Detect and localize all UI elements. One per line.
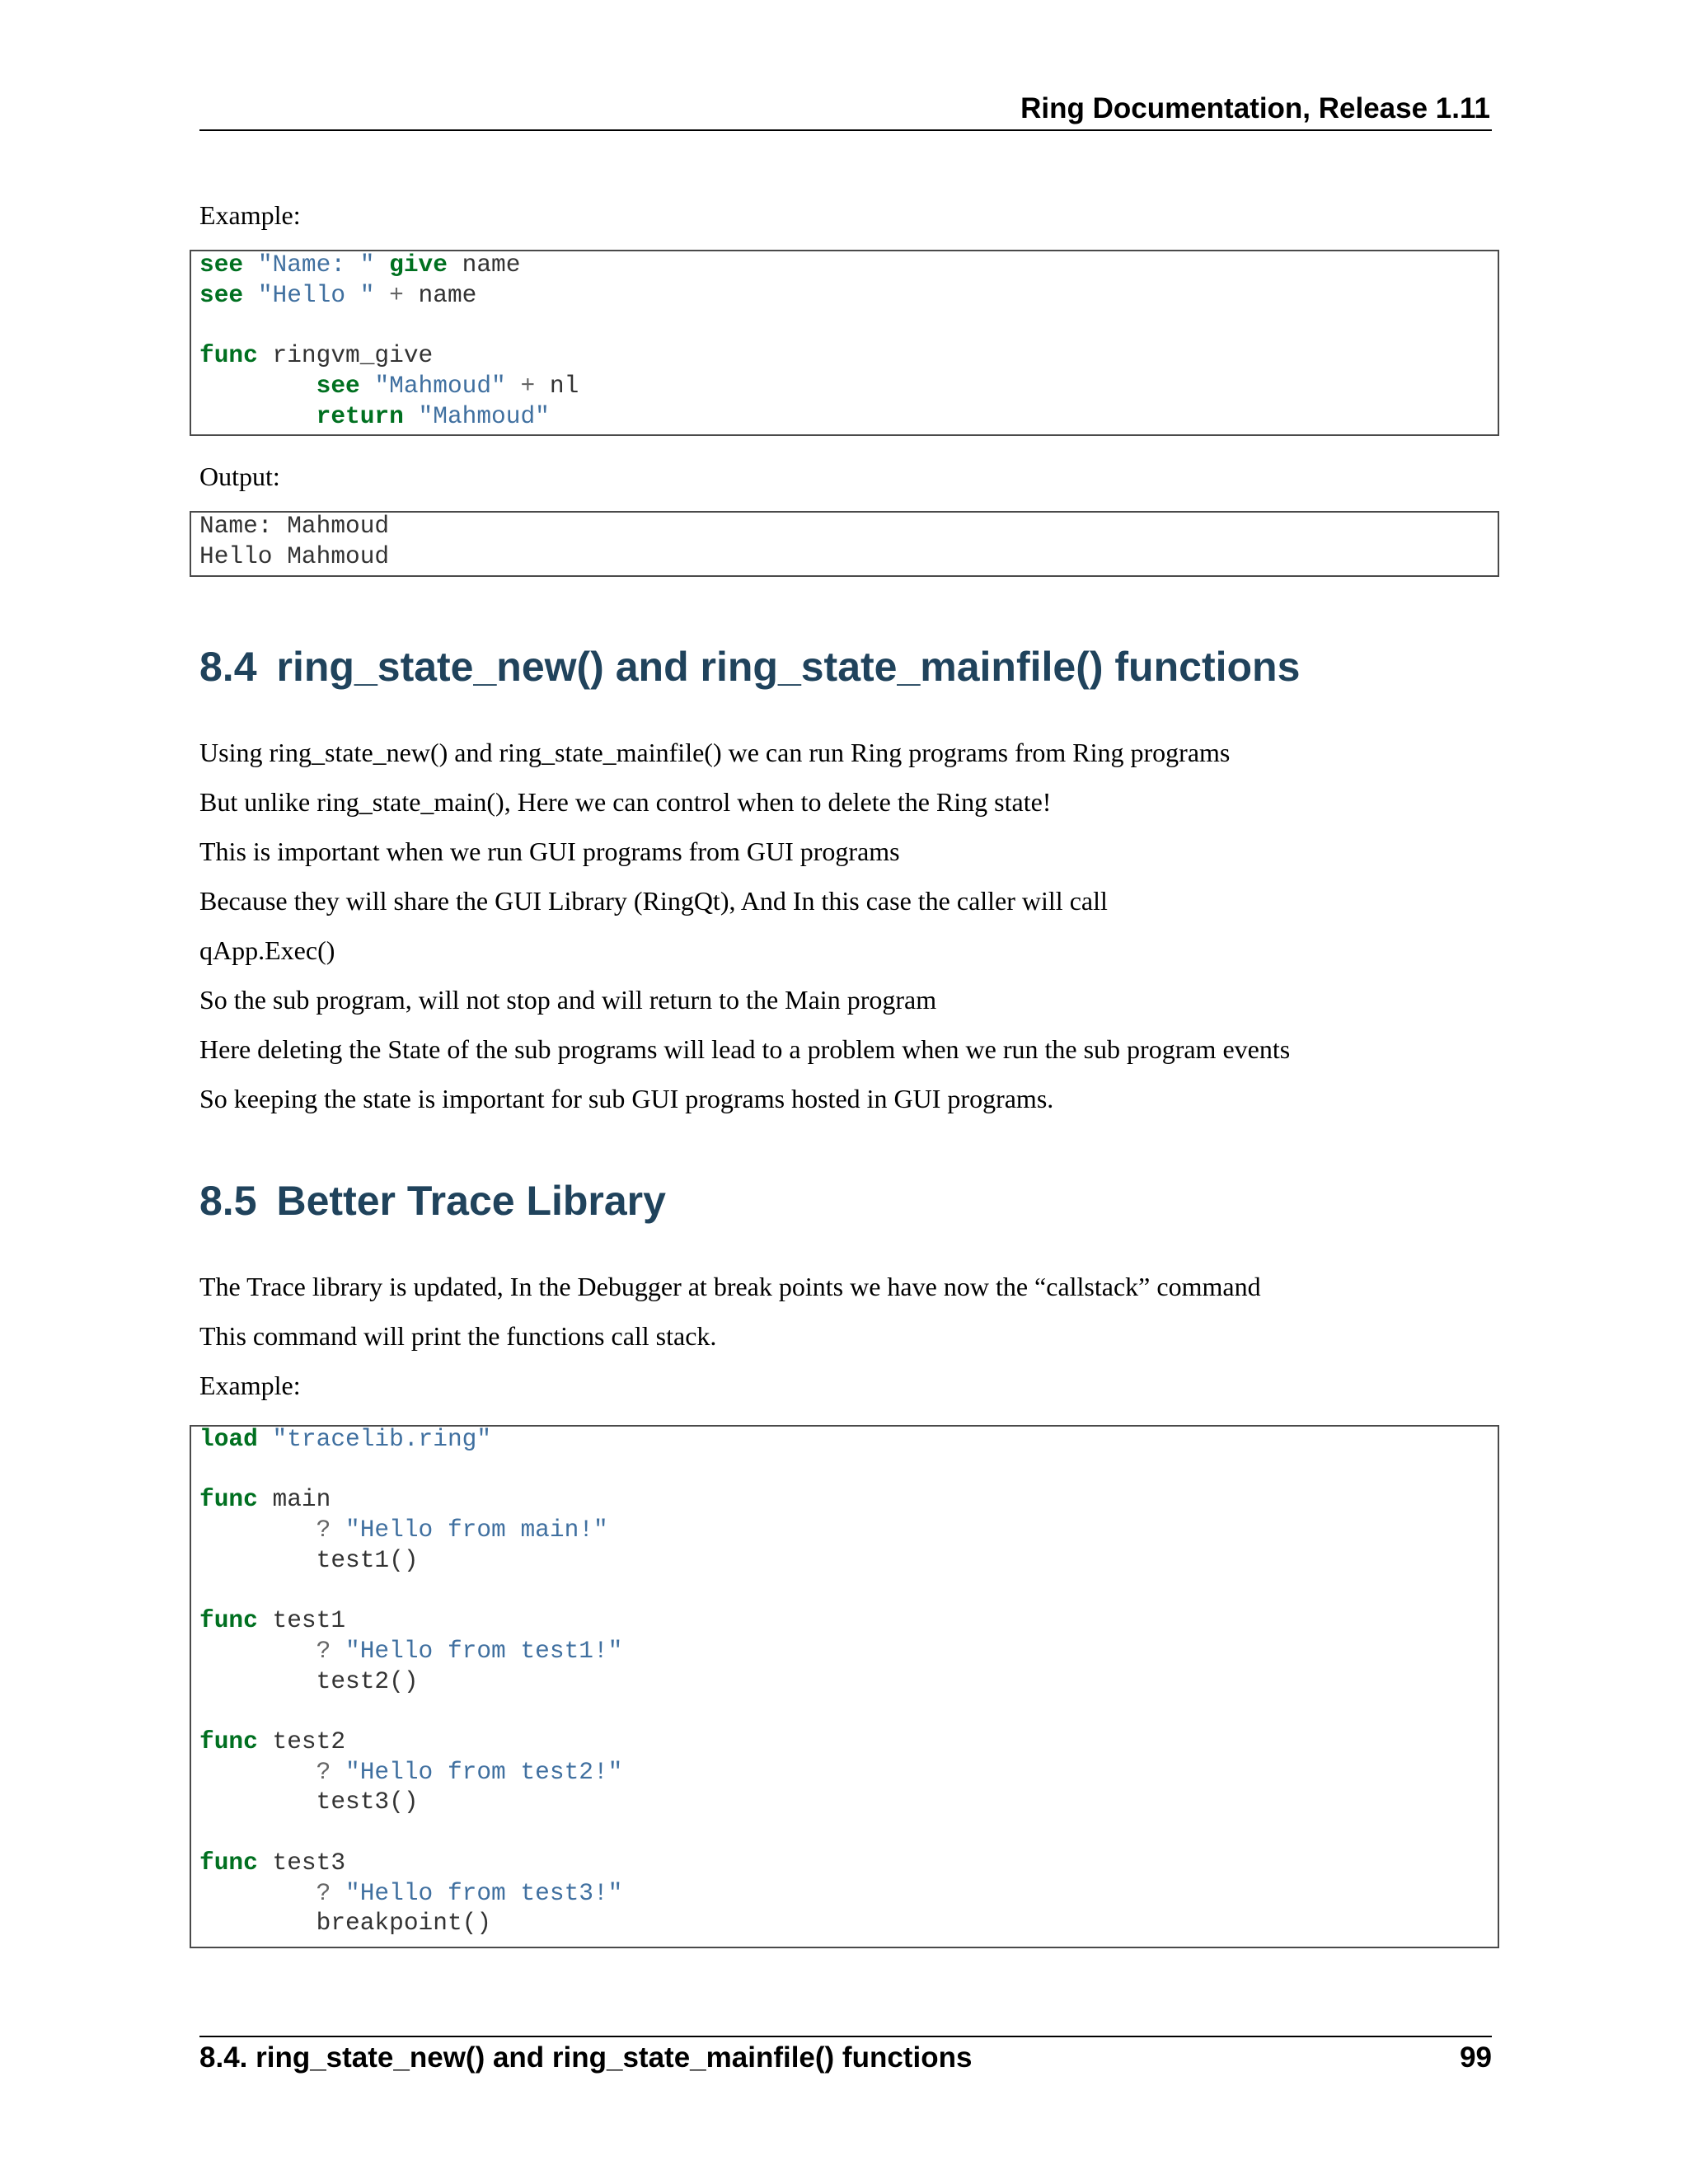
code-string: "tracelib.ring" [272, 1425, 492, 1453]
code-keyword: see [199, 251, 244, 279]
code-line [199, 371, 579, 401]
code-text [199, 1879, 316, 1907]
output-line: Hello Mahmoud [199, 541, 390, 570]
footer-section-title: 8.4. ring_state_new() and ring_state_mainfile() functions [199, 2041, 973, 2074]
code-string: "Name: " [257, 251, 375, 279]
body-paragraph: But unlike ring_state_main(), Here we can control when to delete the Ring state! [199, 787, 1052, 817]
section-number: 8.5 [199, 1178, 257, 1224]
code-text [331, 1879, 345, 1907]
code-text: test1() [199, 1545, 419, 1574]
code-line [199, 250, 520, 280]
body-paragraph: This is important when we run GUI programs from GUI programs [199, 837, 900, 866]
code-text [258, 1425, 273, 1453]
code-text: breakpoint() [199, 1909, 492, 1938]
code-line [199, 280, 476, 311]
code-line [199, 1424, 491, 1455]
code-text: test3() [199, 1788, 419, 1816]
section-number: 8.4 [199, 644, 257, 690]
code-text [243, 251, 258, 279]
code-string: "Mahmoud" [418, 402, 550, 430]
code-keyword: func [199, 341, 258, 370]
code-keyword: return [316, 402, 404, 430]
code-line [199, 1878, 622, 1909]
code-line [199, 1848, 345, 1878]
code-keyword: see [199, 280, 244, 309]
output-label: Output: [199, 462, 280, 491]
code-line [199, 340, 433, 371]
code-line [199, 1545, 419, 1576]
code-string: "Hello from main!" [345, 1516, 608, 1544]
code-operator: ? [316, 1878, 331, 1907]
code-line [199, 1787, 419, 1817]
code-text [199, 372, 316, 400]
code-line [199, 1515, 608, 1545]
code-operator: ? [316, 1757, 331, 1786]
example-label: Example: [199, 200, 301, 230]
section-heading-8-4 [199, 643, 1300, 691]
code-text [331, 1758, 345, 1786]
code-block-tracelib [190, 1425, 1499, 1948]
code-line [199, 1757, 622, 1788]
code-text [374, 251, 389, 279]
code-line [199, 1484, 331, 1515]
body-paragraph: Here deleting the State of the sub programs will lead to a problem when we run the sub program events [199, 1034, 1291, 1064]
code-text [374, 281, 389, 309]
code-text [506, 372, 521, 400]
code-text: ringvm_give [257, 341, 434, 370]
footer-rule [199, 2036, 1492, 2037]
code-keyword: give [389, 251, 448, 279]
code-keyword: func [199, 1485, 258, 1514]
code-string: "Hello from test2!" [345, 1757, 623, 1786]
body-paragraph: Because they will share the GUI Library (RingQt), And In this case the caller will call [199, 886, 1108, 916]
code-text [199, 1516, 316, 1544]
code-line [199, 1636, 622, 1666]
code-line [199, 1605, 345, 1636]
code-operator: ? [316, 1516, 331, 1544]
body-paragraph: So the sub program, will not stop and will return to the Main program [199, 985, 937, 1015]
code-string: "Hello from test1!" [345, 1636, 623, 1665]
code-operator: + [389, 280, 404, 309]
running-header: Ring Documentation, Release 1.11 [1020, 92, 1490, 124]
code-text [199, 1758, 316, 1786]
code-text: nl [535, 372, 579, 401]
body-paragraph: This command will print the functions call stack. [199, 1321, 717, 1351]
section-title: ring_state_new() and ring_state_mainfile() functions [276, 644, 1301, 690]
output-block [190, 511, 1499, 577]
code-line [199, 401, 550, 432]
section-heading-8-5 [199, 1177, 666, 1225]
output-line: Name: Mahmoud [199, 512, 390, 540]
page-number: 99 [1460, 2041, 1492, 2074]
code-block-give [190, 250, 1499, 436]
code-line [199, 1727, 345, 1757]
code-string: "Hello " [257, 280, 375, 309]
body-paragraph: qApp.Exec() [199, 935, 335, 965]
body-paragraph: So keeping the state is important for sub GUI programs hosted in GUI programs. [199, 1084, 1054, 1113]
code-keyword: see [316, 372, 360, 401]
code-keyword: func [199, 1848, 258, 1877]
code-text [404, 402, 419, 430]
header-rule [199, 129, 1492, 131]
code-text: test1 [257, 1606, 346, 1635]
code-text [199, 402, 316, 430]
code-string: "Hello from test3!" [345, 1878, 623, 1907]
code-text [199, 1637, 316, 1665]
code-text [360, 372, 375, 400]
code-line [199, 1908, 491, 1938]
code-text: name [447, 251, 521, 279]
body-paragraph: Example: [199, 1371, 301, 1400]
code-text [331, 1516, 345, 1544]
code-keyword: load [199, 1425, 258, 1453]
code-text: main [257, 1485, 331, 1514]
code-operator: + [520, 372, 536, 401]
code-keyword: func [199, 1606, 258, 1635]
body-paragraph: Using ring_state_new() and ring_state_mainfile() we can run Ring programs from Ring programs [199, 738, 1231, 767]
code-text: name [403, 280, 477, 309]
code-operator: ? [316, 1636, 331, 1665]
code-text: test3 [257, 1848, 346, 1877]
code-keyword: func [199, 1727, 258, 1755]
code-text [243, 281, 258, 309]
code-text: test2 [257, 1727, 346, 1755]
code-text [331, 1637, 345, 1665]
code-line [199, 1666, 419, 1697]
code-text: test2() [199, 1666, 419, 1695]
body-paragraph: The Trace library is updated, In the Debugger at break points we have now the “callstack” command [199, 1272, 1261, 1301]
code-string: "Mahmoud" [374, 372, 506, 401]
section-title: Better Trace Library [276, 1178, 666, 1224]
